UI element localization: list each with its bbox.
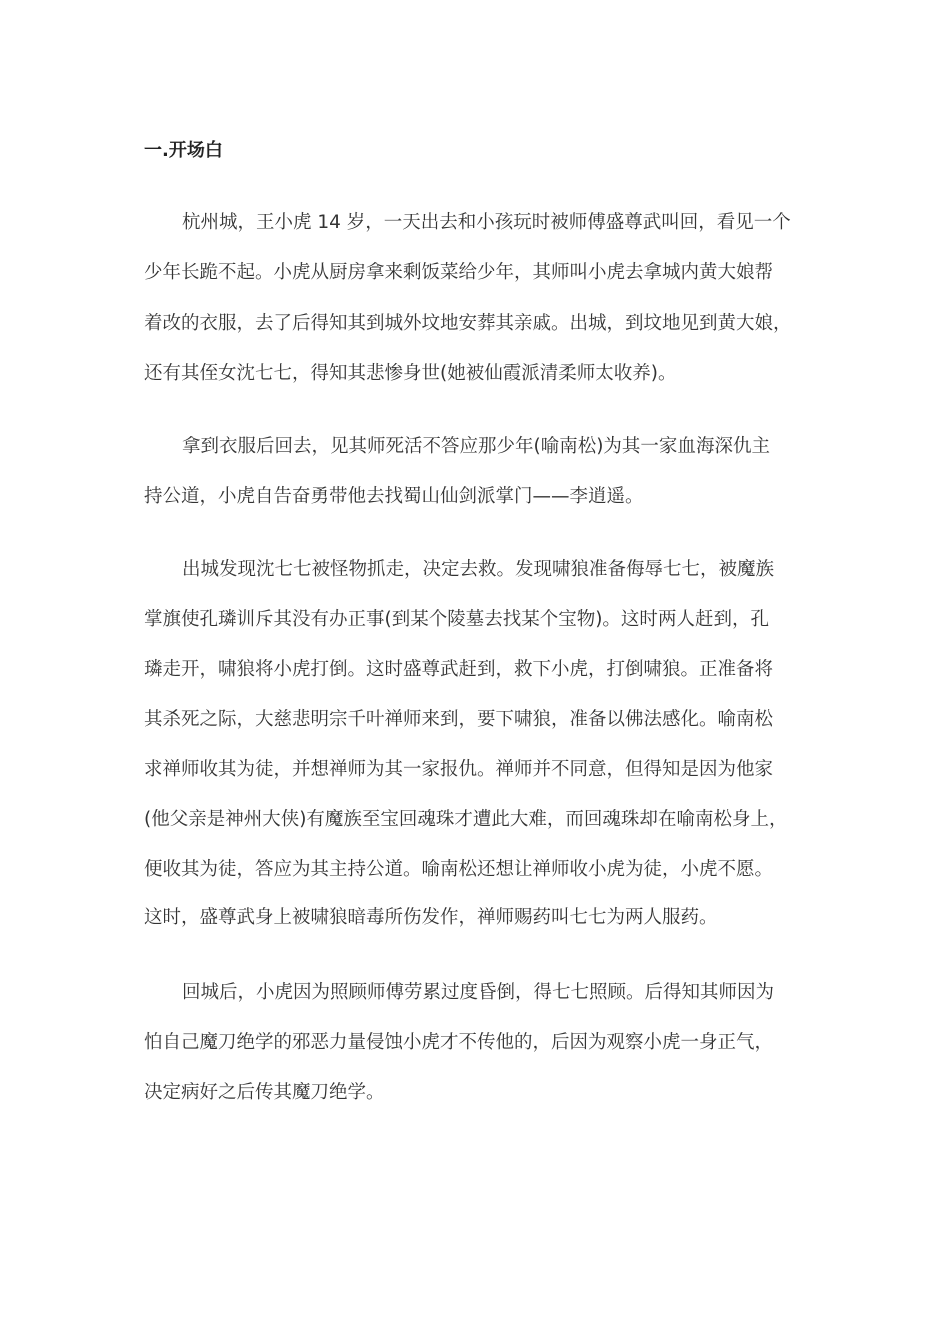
paragraph-1-line-2: 少年长跪不起。小虎从厨房拿来剩饭菜给少年，其师叫小虎去拿城内黄大娘帮 — [144, 262, 774, 283]
paragraph-4-line-3: 决定病好之后传其魔刀绝学。 — [144, 1082, 385, 1103]
paragraph-3-line-2: 掌旗使孔璘训斥其没有办正事(到某个陵墓去找某个宝物)。这时两人赶到，孔 — [144, 609, 769, 630]
paragraph-3-line-4: 其杀死之际，大慈悲明宗千叶禅师来到，要下啸狼，准备以佛法感化。喻南松 — [144, 709, 774, 730]
paragraph-3-line-7: 便收其为徒，答应为其主持公道。喻南松还想让禅师收小虎为徒，小虎不愿。 — [144, 859, 774, 880]
paragraph-1-line-1: 杭州城，王小虎 14 岁，一天出去和小孩玩时被师傅盛尊武叫回，看见一个 — [182, 212, 791, 233]
paragraph-3-line-8: 这时，盛尊武身上被啸狼暗毒所伤发作，禅师赐药叫七七为两人服药。 — [144, 907, 718, 928]
section-heading: 一.开场白 — [144, 140, 223, 161]
paragraph-2-line-2: 持公道，小虎自告奋勇带他去找蜀山仙剑派掌门——李逍遥。 — [144, 486, 644, 507]
paragraph-4-line-1: 回城后，小虎因为照顾师傅劳累过度昏倒，得七七照顾。后得知其师因为 — [182, 982, 775, 1003]
paragraph-2-line-1: 拿到衣服后回去，见其师死活不答应那少年(喻南松)为其一家血海深仇主 — [182, 436, 770, 457]
paragraph-4-line-2: 怕自己魔刀绝学的邪恶力量侵蚀小虎才不传他的，后因为观察小虎一身正气， — [144, 1032, 774, 1053]
paragraph-1-line-3: 着改的衣服，去了后得知其到城外坟地安葬其亲戚。出城，到坟地见到黄大娘， — [144, 313, 792, 334]
paragraph-3-line-1: 出城发现沈七七被怪物抓走，决定去救。发现啸狼准备侮辱七七，被魔族 — [182, 559, 775, 580]
paragraph-1-line-4: 还有其侄女沈七七，得知其悲惨身世(她被仙霞派清柔师太收养)。 — [144, 363, 677, 384]
paragraph-3-line-6: (他父亲是神州大侠)有魔族至宝回魂珠才遭此大难，而回魂珠却在喻南松身上， — [144, 809, 788, 830]
paragraph-3-line-3: 璘走开，啸狼将小虎打倒。这时盛尊武赶到，救下小虎，打倒啸狼。正准备将 — [144, 659, 774, 680]
paragraph-3-line-5: 求禅师收其为徒，并想禅师为其一家报仇。禅师并不同意，但得知是因为他家 — [144, 759, 774, 780]
